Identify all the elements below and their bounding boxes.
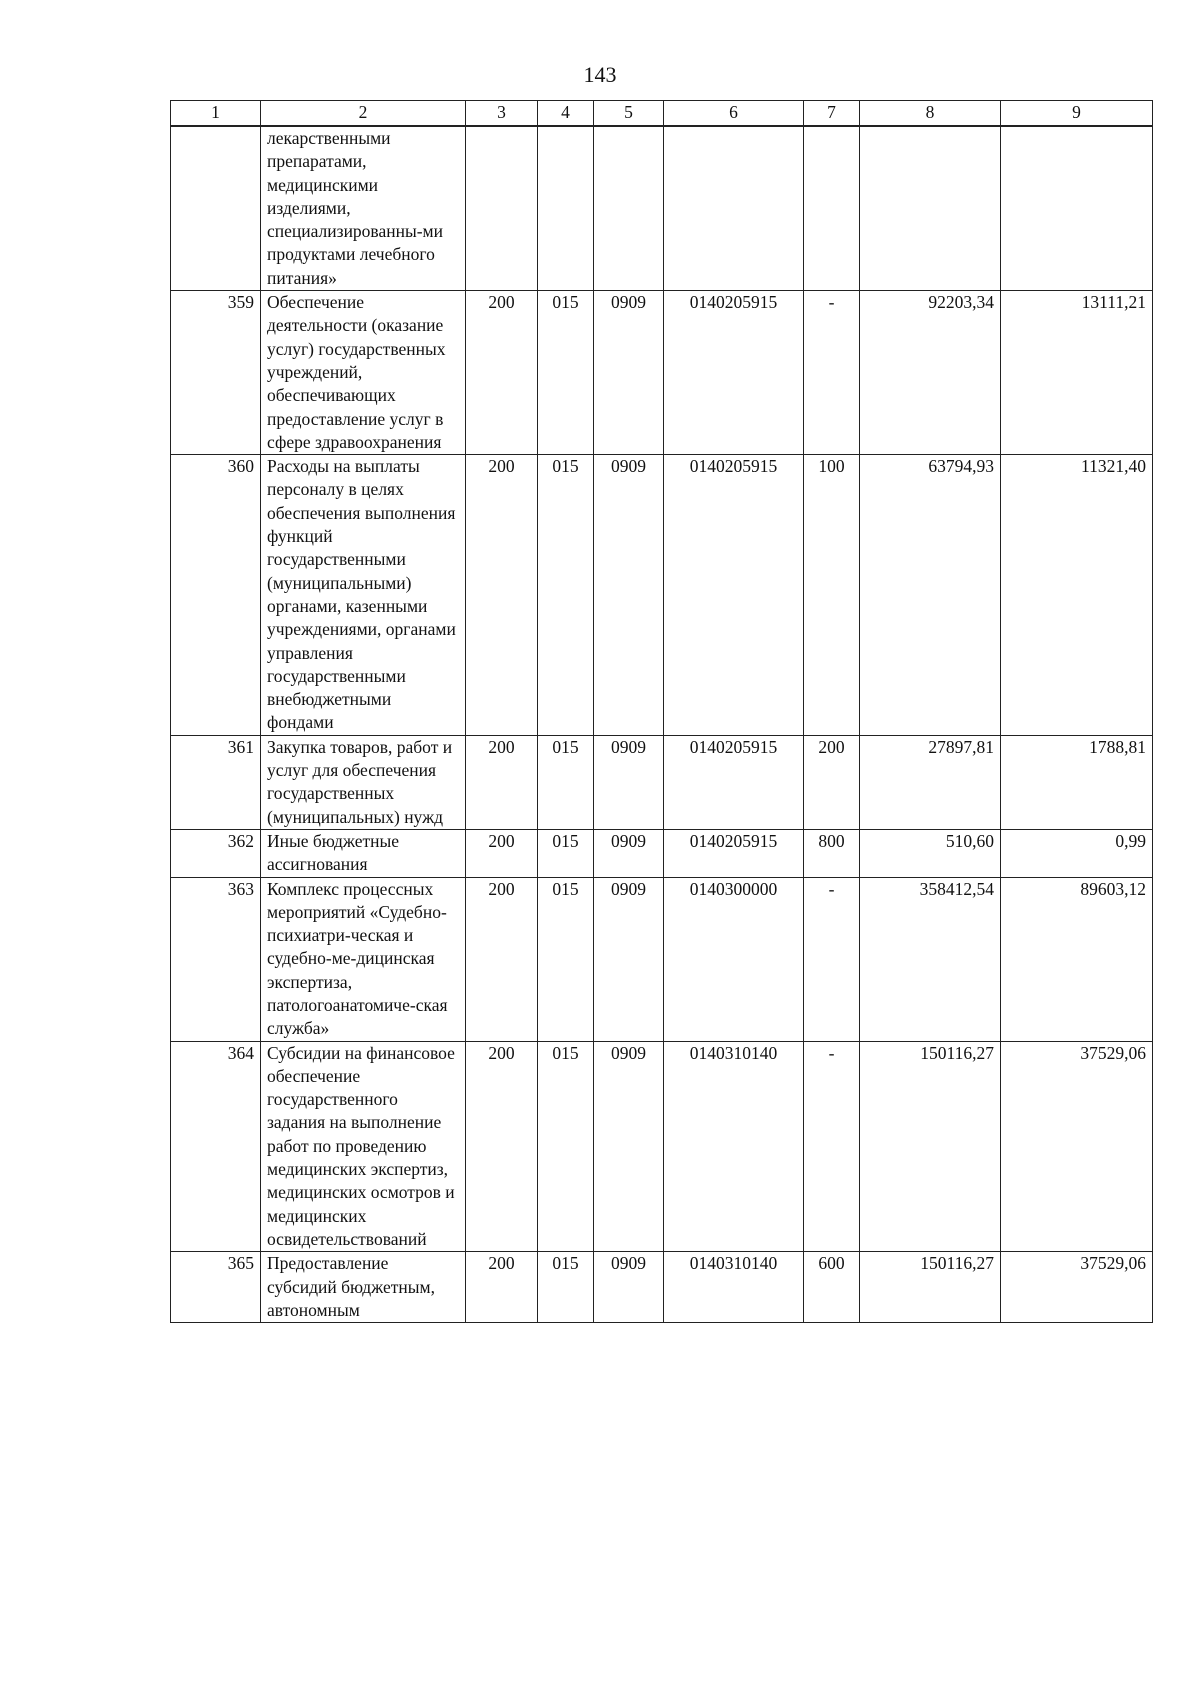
cell-col9: 13111,21 xyxy=(1001,291,1153,455)
row-number: 360 xyxy=(171,455,261,736)
cell-col8: 510,60 xyxy=(860,829,1001,877)
cell-col4: 015 xyxy=(538,1041,594,1252)
cell-col8: 150116,27 xyxy=(860,1252,1001,1323)
column-header: 2 xyxy=(261,101,466,127)
cell-col9 xyxy=(1001,126,1153,291)
cell-col9: 37529,06 xyxy=(1001,1041,1153,1252)
cell-col9: 89603,12 xyxy=(1001,877,1153,1041)
cell-col4: 015 xyxy=(538,735,594,829)
row-name: Обеспечение деятельности (оказание услуг) государственных учреждений, обеспечивающих предоставление услуг в сфере здравоохранения xyxy=(261,291,466,455)
cell-col5: 0909 xyxy=(594,735,664,829)
cell-col6: 0140205915 xyxy=(664,455,804,736)
cell-col7: 600 xyxy=(804,1252,860,1323)
cell-col4: 015 xyxy=(538,877,594,1041)
cell-col3: 200 xyxy=(466,291,538,455)
column-header: 3 xyxy=(466,101,538,127)
table-row xyxy=(171,126,1153,291)
cell-col6: 0140205915 xyxy=(664,829,804,877)
cell-col9: 1788,81 xyxy=(1001,735,1153,829)
cell-col7: 100 xyxy=(804,455,860,736)
column-header: 9 xyxy=(1001,101,1153,127)
cell-col4: 015 xyxy=(538,829,594,877)
table-row xyxy=(171,735,1153,829)
cell-col4: 015 xyxy=(538,1252,594,1323)
cell-col5: 0909 xyxy=(594,1041,664,1252)
cell-col7: 800 xyxy=(804,829,860,877)
row-number: 365 xyxy=(171,1252,261,1323)
cell-col3: 200 xyxy=(466,735,538,829)
column-header: 4 xyxy=(538,101,594,127)
cell-col5: 0909 xyxy=(594,291,664,455)
cell-col5: 0909 xyxy=(594,455,664,736)
budget-table xyxy=(170,100,1153,1323)
row-number: 359 xyxy=(171,291,261,455)
cell-col8: 27897,81 xyxy=(860,735,1001,829)
header-row xyxy=(171,101,1153,127)
cell-col7: - xyxy=(804,291,860,455)
table-row xyxy=(171,877,1153,1041)
row-number: 364 xyxy=(171,1041,261,1252)
cell-col9: 0,99 xyxy=(1001,829,1153,877)
cell-col6: 0140300000 xyxy=(664,877,804,1041)
cell-col6: 0140310140 xyxy=(664,1252,804,1323)
row-number xyxy=(171,126,261,291)
table-row xyxy=(171,455,1153,736)
cell-col4 xyxy=(538,126,594,291)
cell-col6 xyxy=(664,126,804,291)
cell-col7: - xyxy=(804,1041,860,1252)
cell-col9: 37529,06 xyxy=(1001,1252,1153,1323)
cell-col3: 200 xyxy=(466,1252,538,1323)
cell-col5: 0909 xyxy=(594,877,664,1041)
table-row xyxy=(171,291,1153,455)
cell-col3: 200 xyxy=(466,1041,538,1252)
cell-col3: 200 xyxy=(466,877,538,1041)
row-number: 363 xyxy=(171,877,261,1041)
row-number: 361 xyxy=(171,735,261,829)
cell-col4: 015 xyxy=(538,455,594,736)
cell-col5 xyxy=(594,126,664,291)
cell-col5: 0909 xyxy=(594,829,664,877)
cell-col3 xyxy=(466,126,538,291)
row-name: Иные бюджетные ассигнования xyxy=(261,829,466,877)
column-header: 1 xyxy=(171,101,261,127)
cell-col4: 015 xyxy=(538,291,594,455)
page-number: 143 xyxy=(583,62,617,87)
column-header: 8 xyxy=(860,101,1001,127)
row-name: лекарственными препаратами, медицинскими изделиями, специализированны-ми продуктами лечебного питания» xyxy=(261,126,466,291)
cell-col7: - xyxy=(804,877,860,1041)
cell-col6: 0140205915 xyxy=(664,735,804,829)
row-name: Предоставление субсидий бюджетным, автономным xyxy=(261,1252,466,1323)
cell-col5: 0909 xyxy=(594,1252,664,1323)
row-name: Закупка товаров, работ и услуг для обеспечения государственных (муниципальных) нужд xyxy=(261,735,466,829)
cell-col3: 200 xyxy=(466,455,538,736)
cell-col8: 92203,34 xyxy=(860,291,1001,455)
table-row xyxy=(171,829,1153,877)
column-header: 7 xyxy=(804,101,860,127)
cell-col6: 0140310140 xyxy=(664,1041,804,1252)
table-row xyxy=(171,1041,1153,1252)
row-name: Субсидии на финансовое обеспечение государственного задания на выполнение работ по проведению медицинских экспертиз, медицинских осмотров и медицинских освидетельствований xyxy=(261,1041,466,1252)
column-header: 5 xyxy=(594,101,664,127)
table-row xyxy=(171,1252,1153,1323)
cell-col9: 11321,40 xyxy=(1001,455,1153,736)
cell-col8: 150116,27 xyxy=(860,1041,1001,1252)
column-header: 6 xyxy=(664,101,804,127)
row-name: Комплекс процессных мероприятий «Судебно-психиатри-ческая и судебно-ме-дицинская экспертиза, патологоанатомиче-ская служба» xyxy=(261,877,466,1041)
row-number: 362 xyxy=(171,829,261,877)
cell-col8: 63794,93 xyxy=(860,455,1001,736)
cell-col7 xyxy=(804,126,860,291)
cell-col7: 200 xyxy=(804,735,860,829)
cell-col6: 0140205915 xyxy=(664,291,804,455)
cell-col8 xyxy=(860,126,1001,291)
cell-col8: 358412,54 xyxy=(860,877,1001,1041)
cell-col3: 200 xyxy=(466,829,538,877)
row-name: Расходы на выплаты персоналу в целях обеспечения выполнения функций государственными (муниципальными) органами, казенными учреждениями, органами управления государственными внебюджетными фондами xyxy=(261,455,466,736)
